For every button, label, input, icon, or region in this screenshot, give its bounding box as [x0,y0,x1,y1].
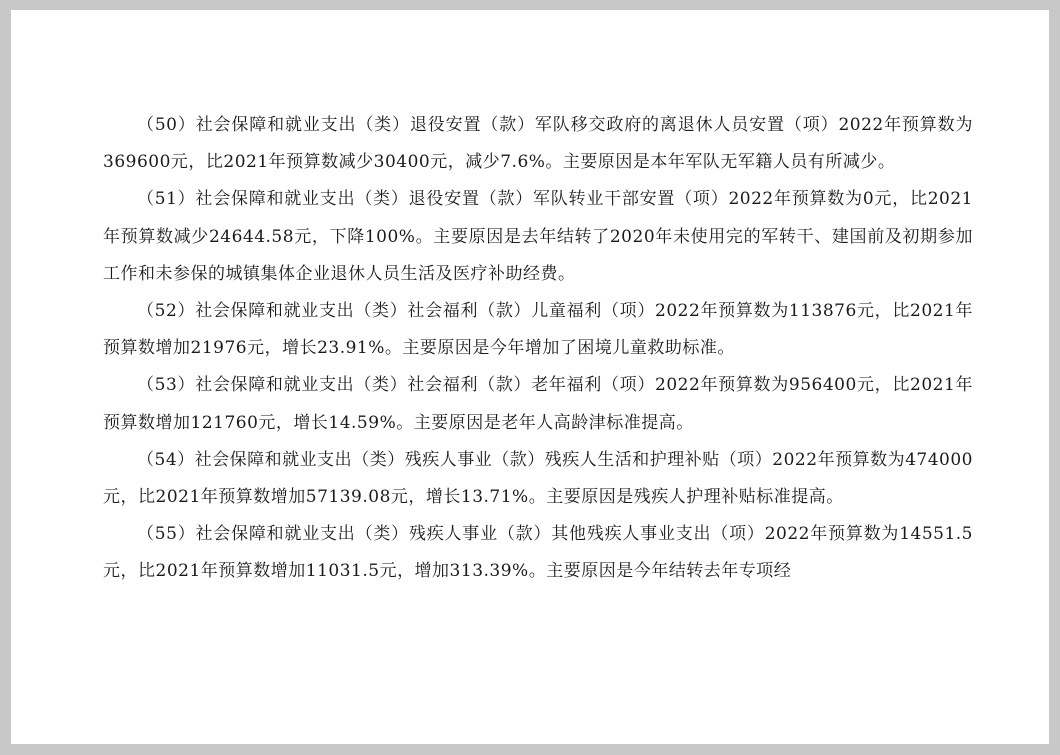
paragraph-54: （54）社会保障和就业支出（类）残疾人事业（款）残疾人生活和护理补贴（项）2022年预算数为474000元，比2021年预算数增加57139.08元，增长13.71%。主要原因是残疾人护理补贴标准提高。 [103,449,973,508]
paragraph-52: （52）社会保障和就业支出（类）社会福利（款）儿童福利（项）2022年预算数为113876元，比2021年预算数增加21976元，增长23.91%。主要原因是今年增加了困境儿童救助标准。 [103,301,973,359]
paragraph-51: （51）社会保障和就业支出（类）退役安置（款）军队转业干部安置（项）2022年预算数为0元，比2021年预算数减少24644.58元，下降100%。主要原因是去年结转了2020年未使用完的军转干、建国前及初期参加工作和未参保的城镇集体企业退休人员生活及医疗补助经费。 [103,189,973,284]
document-page [11,10,1049,744]
document-body [103,107,973,591]
paragraph-55: （55）社会保障和就业支出（类）残疾人事业（款）其他残疾人事业支出（项）2022年预算数为14551.5元，比2021年预算数增加11031.5元，增加313.39%。主要原因是今年结转去年专项经 [103,524,973,582]
paragraph-50: （50）社会保障和就业支出（类）退役安置（款）军队移交政府的离退休人员安置（项）2022年预算数为369600元，比2021年预算数减少30400元，减少7.6%。主要原因是本年军队无军籍人员有所减少。 [103,115,973,173]
paragraph-53: （53）社会保障和就业支出（类）社会福利（款）老年福利（项）2022年预算数为956400元，比2021年预算数增加121760元，增长14.59%。主要原因是老年人高龄津标准提高。 [103,375,973,433]
